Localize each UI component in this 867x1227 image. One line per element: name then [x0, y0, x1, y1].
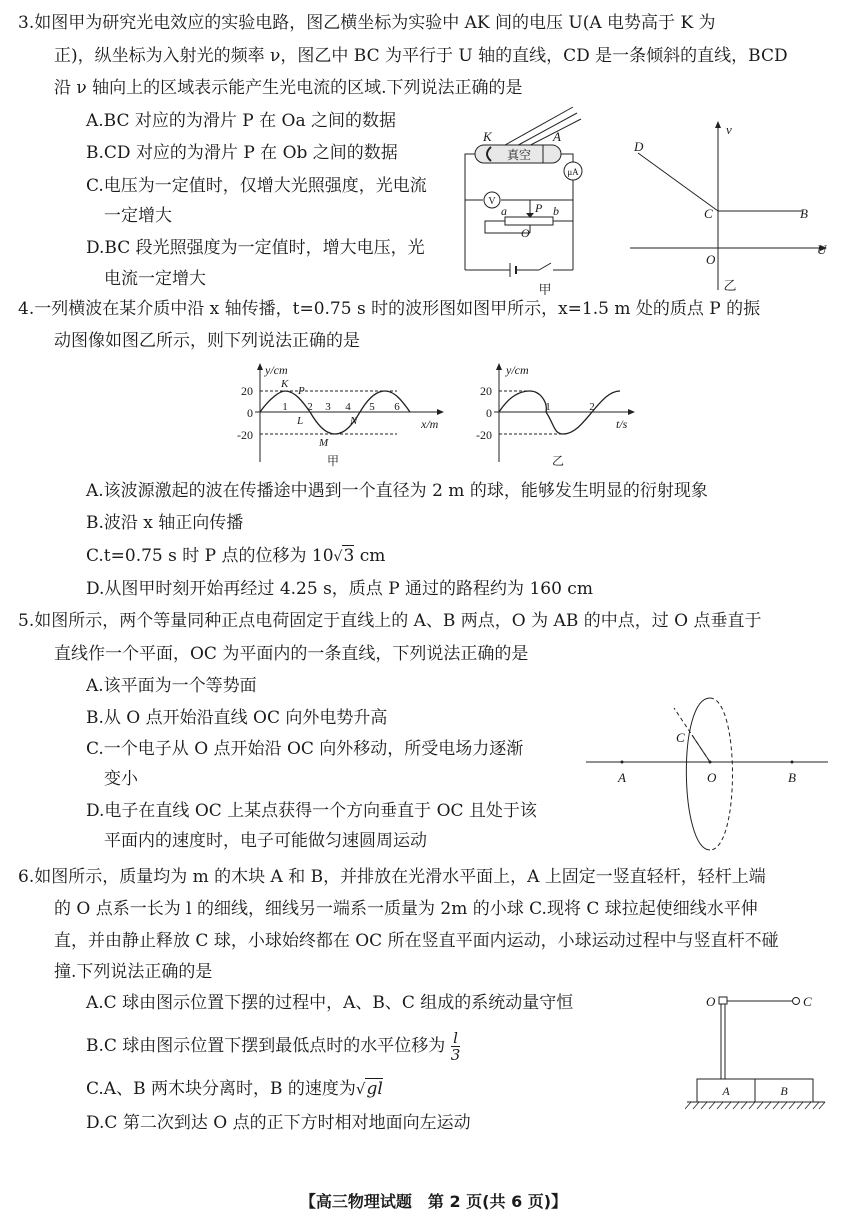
point-o-label: O [521, 226, 530, 240]
wave-point-k: K [281, 378, 289, 390]
block-b-label: B [780, 1084, 788, 1098]
block-a-label: A [722, 1084, 730, 1098]
q3-stem-line3: 沿 ν 轴向上的区域表示能产生光电流的区域.下列说法正确的是 [54, 78, 523, 98]
page-footer: 【高三物理试题 第 2 页(共 6 页)】 [299, 1192, 568, 1211]
q3-option-c-cont: 一定增大 [104, 206, 172, 226]
charges-plane-diagram [582, 690, 832, 860]
wave-point-l: L [297, 415, 304, 427]
vibration-xtick-1: 1 [545, 401, 551, 413]
vibration-xtick-2: 2 [589, 401, 595, 413]
q4-option-d: D.从图甲时刻开始再经过 4.25 s，质点 P 通过的路程约为 160 cm [86, 579, 593, 599]
vibration-caption: 乙 [551, 454, 565, 468]
fig1-caption: 甲 [538, 282, 552, 295]
point-a-label: a [501, 204, 507, 218]
plane-point-c: C [676, 730, 685, 745]
wave-ytick-0: 0 [247, 406, 253, 420]
q4-option-b: B.波沿 x 轴正向传播 [86, 513, 244, 533]
q6-option-a: A.C 球由图示位置下摆的过程中，A、B、C 组成的系统动量守恒 [86, 993, 574, 1013]
q3-option-c: C.电压为一定值时，仅增大光照强度，光电流 [86, 176, 427, 196]
sqrt-3: 3 [343, 546, 355, 566]
photoelectric-circuit-diagram [455, 105, 590, 295]
point-c-label: C [704, 206, 713, 221]
q4-stem-line2: 动图像如图乙所示，则下列说法正确的是 [54, 331, 360, 351]
wave-graph [225, 362, 455, 470]
q6-option-d: D.C 第二次到达 O 点的正下方时相对地面向左运动 [86, 1113, 471, 1133]
q3-option-d-cont: 电流一定增大 [104, 269, 206, 289]
q3-option-d: D.BC 段光照强度为一定值时，增大电压，光 [86, 238, 425, 258]
q6-stem-line3: 直，并由静止释放 C 球，小球始终都在 OC 所在竖直平面内运动，小球运动过程中与竖直杆不碰 [54, 931, 779, 951]
vibration-ytick-0: 0 [486, 406, 492, 420]
q5-option-c-cont: 变小 [104, 769, 138, 789]
q6-stem-line1: 6.如图所示，质量均为 m 的木块 A 和 B，并排放在光滑水平面上，A 上固定一竖直轻杆，轻杆上端 [18, 867, 766, 887]
fraction-l-over-3: $\frac{l}{3}$ [450, 1029, 461, 1064]
q6-option-c: C.A、B 两木块分离时，B 的速度为√gl [86, 1079, 383, 1099]
fig2-caption: 乙 [723, 278, 737, 293]
wave-ytick-20: 20 [241, 384, 253, 398]
pivot-o-label: O [706, 994, 716, 1009]
q4-option-c: C.t=0.75 s 时 P 点的位移为 10√3 cm [86, 546, 386, 566]
wave-point-p: P [298, 385, 305, 397]
q4-stem-line1: 4.一列横波在某介质中沿 x 轴传播，t=0.75 s 时的波形图如图甲所示，x=1.5 m 处的质点 P 的振 [18, 299, 761, 319]
q5-stem-line2: 直线作一个平面，OC 为平面内的一条直线，下列说法正确的是 [54, 644, 529, 664]
vibration-ytick-20: 20 [480, 384, 492, 398]
origin-label: O [706, 252, 716, 267]
q5-stem-line1: 5.如图所示，两个等量同种正点电荷固定于直线上的 A、B 两点，O 为 AB 的中点，过 O 点垂直于 [18, 611, 762, 631]
q3-stem-line2: 正)，纵坐标为入射光的频率 ν，图乙中 BC 为平行于 U 轴的直线，CD 是一条倾斜的直线，BCD [54, 46, 788, 66]
wave-xtick-6: 6 [394, 401, 400, 413]
wave-point-n: N [350, 415, 358, 427]
plane-point-a: A [618, 770, 626, 785]
wave-point-m: M [319, 437, 329, 449]
wave-ytick-neg20: -20 [237, 428, 253, 442]
q3-stem-line1: 3.如图甲为研究光电效应的实验电路，图乙横坐标为实验中 AK 间的电压 U(A 电势高于 K 为 [18, 13, 716, 33]
wave-xtick-2: 2 [307, 401, 313, 413]
plane-point-b: B [788, 770, 796, 785]
q4-option-a: A.该波源激起的波在传播途中遇到一个直径为 2 m 的球，能够发生明显的衍射现象 [86, 481, 708, 501]
vibration-xlabel: t/s [616, 417, 628, 431]
microammeter-label: μA [567, 167, 579, 177]
q6-stem-line2: 的 O 点系一长为 l 的细线，细线另一端系一质量为 2m 的小球 C.现将 C 球拉起使细线水平伸 [54, 899, 758, 919]
point-d-label: D [634, 139, 644, 154]
q5-option-d: D.电子在直线 OC 上某点获得一个方向垂直于 OC 且处于该 [86, 801, 537, 821]
slider-p-label: P [535, 201, 543, 215]
wave-xtick-1: 1 [282, 401, 288, 413]
axis-nu-label: ν [726, 122, 732, 137]
sqrt-gl: gl [366, 1079, 383, 1099]
q5-option-b: B.从 O 点开始沿直线 OC 向外电势升高 [86, 708, 388, 728]
q3-option-a: A.BC 对应的为滑片 P 在 Oa 之间的数据 [86, 111, 397, 131]
q6-option-b: B.C 球由图示位置下摆到最低点时的水平位移为 $\frac{l}{3}$ [86, 1029, 461, 1064]
cathode-label: K [483, 129, 492, 144]
wave-ylabel: y/cm [265, 363, 288, 377]
frequency-voltage-graph [620, 118, 835, 293]
point-b-label: b [553, 204, 559, 218]
wave-xtick-5: 5 [369, 401, 375, 413]
vibration-ytick-neg20: -20 [476, 428, 492, 442]
blocks-pendulum-diagram [685, 985, 835, 1115]
axis-u-label: U [817, 242, 827, 257]
wave-xlabel: x/m [421, 417, 439, 431]
wave-xtick-4: 4 [345, 401, 351, 413]
wave-caption: 甲 [326, 454, 340, 468]
wave-xtick-3: 3 [325, 401, 331, 413]
voltmeter-label: V [488, 196, 496, 207]
q6-stem-line4: 撞.下列说法正确的是 [54, 962, 213, 982]
q5-option-c: C.一个电子从 O 点开始沿 OC 向外移动，所受电场力逐渐 [86, 739, 524, 759]
plane-point-o: O [707, 770, 717, 785]
q5-option-d-cont: 平面内的速度时，电子可能做匀速圆周运动 [104, 831, 427, 851]
vibration-graph [470, 362, 640, 470]
anode-label: A [553, 129, 561, 144]
q3-option-b: B.CD 对应的为滑片 P 在 Ob 之间的数据 [86, 143, 398, 163]
ball-c-label: C [803, 994, 812, 1009]
q5-option-a: A.该平面为一个等势面 [86, 676, 257, 696]
tube-label: 真空 [506, 148, 532, 162]
point-b-label-graph: B [800, 206, 808, 221]
vibration-ylabel: y/cm [506, 363, 529, 377]
